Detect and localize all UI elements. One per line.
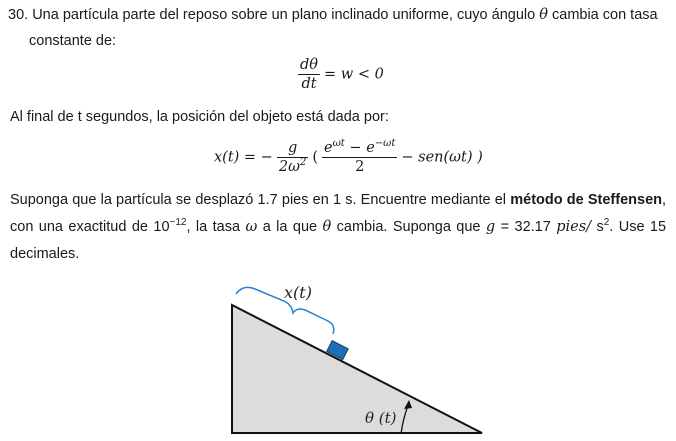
problem-line-1: 30. Una partícula parte del reposo sobre un plano inclinado uniforme, cuyo ángulo θ cambia con tasa (8, 7, 658, 23)
equation-rate: $\frac{d\theta}{dt}$ = w < 0 (300, 57, 384, 92)
theta-label: θ (t) (365, 409, 397, 427)
method-name: método de Steffensen (510, 192, 662, 208)
position-text: Al final de t segundos, la posición del objeto está dada por: (10, 109, 389, 125)
x-label: x(t) (284, 283, 312, 302)
equation-position: x(t) = − $\frac{g}{2\omega^2}$ ( $\frac{e^{\omega t} - e^{-\omega t}}{2}$ − sen(ωt) ) (214, 138, 483, 175)
problem-paragraph: Suponga que la partícula se desplazó 1.7 pies en 1 s. Encuentre mediante el método de Steffensen, con una exactitud de $10^{-12}$, la tasa ω a la que θ cambia. Suponga que g = 32.17 pies/ $s^2$. Use 15 decimales. (10, 192, 667, 262)
incline-triangle (232, 305, 482, 433)
problem-number: 30. (8, 7, 29, 23)
problem-line-2: constante de: (29, 33, 117, 49)
